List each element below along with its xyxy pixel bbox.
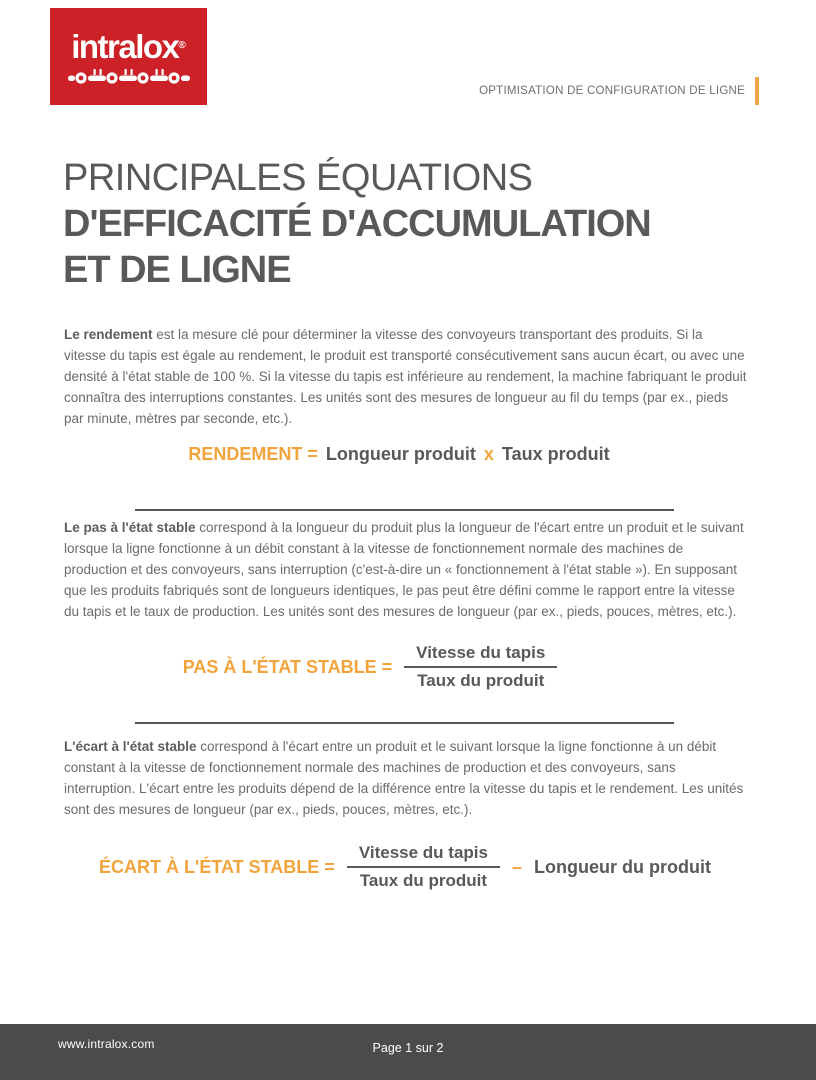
paragraph-rendement-lead: Le rendement — [64, 327, 153, 342]
equation-ecart-suffix: Longueur du produit — [533, 856, 711, 877]
paragraph-rendement — [64, 324, 748, 429]
equation-rendement-term1: Longueur produit — [325, 444, 476, 464]
page-title-line1: PRINCIPALES ÉQUATIONS — [63, 157, 533, 199]
equation-ecart-etat-stable — [0, 842, 813, 892]
belt-chain-icon — [68, 66, 190, 86]
equation-ecart-operator: – — [511, 856, 522, 877]
equation-pas-etat-stable — [0, 642, 778, 692]
equation-rendement-label: RENDEMENT = — [188, 444, 318, 464]
equation-rendement — [0, 444, 807, 465]
equation-pas-label: PAS À L'ÉTAT STABLE = — [182, 656, 393, 677]
fraction-denominator: Taux du produit — [417, 671, 545, 690]
equation-ecart-label: ÉCART À L'ÉTAT STABLE = — [99, 856, 335, 877]
paragraph-pas-etat-stable-body: correspond à la longueur du produit plus la longueur de l'écart entre un produit et le suivant lorsque la ligne fonctionne à un débit constant à la vitesse de fonctionnement normale des machines de production et des convoyeurs, sans interruption (c'est-à-dire un « fonctionnement à l'état stable »). En supposant que les produits fabriqués sont de longueurs identiques, le pas peut être défini comme le rapport entre la vitesse du tapis et le taux de production. Les unités sont des mesures de longueur (par ex., pieds, pouces, mètres, etc.). — [64, 520, 744, 619]
fraction-denominator: Taux du produit — [359, 871, 487, 890]
paragraph-pas-etat-stable — [64, 517, 748, 622]
equation-rendement-term2: Taux produit — [501, 444, 610, 464]
intralox-logo — [50, 8, 207, 105]
accent-bar — [755, 77, 759, 105]
equation-rendement-operator: x — [483, 444, 494, 464]
registered-mark: ® — [178, 40, 186, 51]
footer-page-number: Page 1 sur 2 — [372, 1041, 444, 1055]
page-title-line3: ET DE LIGNE — [63, 249, 291, 291]
page-footer — [0, 1024, 816, 1080]
page-title-line2: D'EFFICACITÉ D'ACCUMULATION — [63, 203, 651, 245]
section-divider — [135, 722, 674, 724]
paragraph-pas-etat-stable-lead: Le pas à l'état stable — [64, 520, 196, 535]
fraction-numerator: Vitesse du tapis — [404, 642, 557, 668]
document-category-label: OPTIMISATION DE CONFIGURATION DE LIGNE — [479, 85, 745, 97]
paragraph-ecart-etat-stable-lead: L'écart à l'état stable — [64, 739, 197, 754]
paragraph-rendement-body: est la mesure clé pour déterminer la vitesse des convoyeurs transportant des produits. Si la vitesse du tapis est égale au rendement, le produit est transporté consécutivement sans aucun écart, ou avec une densité à l'état stable de 100 %. Si la vitesse du tapis est inférieure au rendement, la machine fabriquant le produit connaîtra des interruptions constantes. Les unités sont des mesures de longueur au fil du temps (par ex., pieds par minute, mètres par seconde, etc.). — [64, 327, 747, 426]
logo-wordmark: intralox® — [71, 28, 186, 65]
document-category — [479, 77, 759, 105]
equation-pas-fraction — [404, 642, 557, 692]
equation-ecart-fraction — [347, 842, 500, 892]
footer-website-link[interactable]: www.intralox.com — [58, 1037, 155, 1051]
fraction-numerator: Vitesse du tapis — [347, 842, 500, 868]
paragraph-ecart-etat-stable — [64, 736, 748, 820]
paragraph-ecart-etat-stable-body: correspond à l'écart entre un produit et le suivant lorsque la ligne fonctionne à un débit constant à la vitesse de fonctionnement normale des machines de production et des convoyeurs, sans interruption. L'écart entre les produits dépend de la différence entre la vitesse du tapis et le rendement. Les unités sont des mesures de longueur (par ex., pieds, pouces, mètres, etc.). — [64, 739, 744, 817]
page-title — [63, 155, 651, 293]
section-divider — [135, 509, 674, 511]
